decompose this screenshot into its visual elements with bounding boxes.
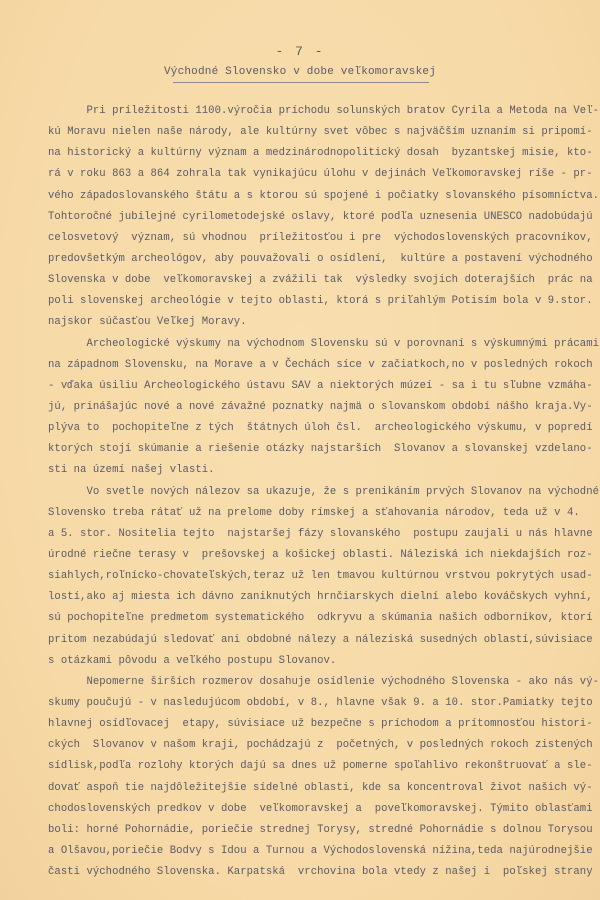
text-line: kú Moravu nielen naše národy, ale kultúrny svet vôbec s najväčším uznaním si pripomí- [48,126,593,139]
text-line: najskor súčasťou Veľkej Moravy. [48,316,247,329]
page-number: - 7 - [275,44,325,59]
text-line: sídlisk,podľa rozlohy ktorých dajú sa dnes už pomerne spoľahlivo rekonštruovať a sle- [48,760,593,773]
text-line: Tohtoročné jubilejné cyrilometodejské oslavy, ktoré podľa uznesenia UNESCO nadobúdajú [48,210,593,223]
text-line: skumy poučujú - v nasledujúcom období, v 8., hlavne však 9. a 10. stor.Pamiatky tejto [48,696,593,709]
text-line: predovšetkým archeológov, aby pouvažovali o osídlení, kultúre a postavení východného [48,252,593,265]
text-line: Vo svetle nových nálezov sa ukazuje, že s prenikáním prvých Slovanov na východné [48,485,600,498]
text-line: boli: horné Pohornádie, poriečie strednej Torysy, stredné Pohornádie s dolnou Torysou [48,823,593,836]
title-underline [173,82,429,83]
text-line: sú pochopiteľne predmetom systematického odkryvu a skúmania našich odborníkov, ktorí [48,612,593,625]
text-line: lostí,ako aj miesta ich dávno zaniknutých hrnčiarskych dielní alebo kováčskych vyhní, [48,591,593,604]
text-line: pritom nezabúdajú sledovať ani obdobné nálezy a náleziská susedných oblastí,súvisiace [48,633,593,646]
text-line: s otázkami pôvodu a veľkého postupu Slovanov. [48,654,337,667]
text-line: Nepomerne širších rozmerov dosahuje osídlenie východného Slovenska - ako nás vý- [48,675,600,688]
text-line: jú, prinášajúc nové a nové závažné poznatky najmä o slovanskom období nášho kraja.Vy- [48,400,593,413]
text-line: poli slovenskej archeológie v tejto oblasti, ktorá s priľahlým Potisím bola v 9.stor. [48,295,593,308]
text-line: na historický a kultúrny význam a medzinárodnopolitický dosah byzantskej misie, kto- [48,147,593,160]
body-text [48,101,600,883]
text-line: celosvetový význam, sú vhodnou príležitosťou i pre východoslovenských pracovníkov, [48,231,593,244]
text-line: rá v roku 863 a 864 zohrala tak vynikajúcu úlohu v dejinách Veľkomoravskej ríše - pr- [48,168,593,181]
text-line: na západnom Slovensku, na Morave a v Čechách síce v začiatkoch,no v posledných rokoch [48,358,593,371]
text-line: siahlych,roľnícko-chovateľských,teraz už len tmavou kultúrnou vrstvou pokrytých usad- [48,570,593,583]
text-line: Archeologické výskumy na východnom Slovensku sú v porovnaní s výskumnými prácami [48,337,600,350]
page-title: Východné Slovensko v dobe veľkomoravskej [163,66,437,78]
text-line: chodoslovenských predkov v dobe veľkomoravskej a poveľkomoravskej. Týmito oblasťami [48,802,593,815]
text-line: plýva to pochopiteľne z tých štátnych úloh čsl. archeologického výskumu, v popredí [48,422,593,435]
text-line: Slovensko treba rátať už na prelome doby rímskej a sťahovania národov, teda už v 4. [48,506,580,519]
text-line: a 5. stor. Nositelia tejto najstaršej fázy slovanského postupu zaujali u nás hlavne [48,527,593,540]
text-line: ckých Slovanov v našom kraji, pochádzajú z početných, v posledných rokoch zistených [48,739,593,752]
text-line: hlavnej osídľovacej etapy, súvisiace už bezpečne s príchodom a prítomnosťou histori- [48,718,593,731]
text-line: Pri príležitosti 1100.výročia príchodu solunských bratov Cyrila a Metoda na Veľ- [48,105,600,117]
text-line: sti na území našej vlasti. [48,464,215,477]
text-line: - vďaka úsiliu Archeologického ústavu SAV a niektorých múzeí - sa i tu sľubne vzmáha- [48,379,593,392]
text-line: dovať aspoň tie najdôležitejšie sídelné oblasti, kde sa koncentroval život našich vý- [48,781,593,794]
text-line: časti východného Slovenska. Karpatská vrchovina bola vtedy z našej i poľskej strany [48,866,593,879]
text-line: ktorých stojí skúmanie a riešenie otázky najstarších Slovanov a slovanskej vzdelano- [48,443,593,456]
text-line: a Olšavou,poriečie Bodvy s Idou a Turnou a Východoslovenská nížina,teda najúrodnejšie [48,844,593,857]
text-line: Slovenska v dobe veľkomoravskej a zvážili tak výsledky svojich doterajších prác na [48,274,593,287]
text-line: úrodné riečne terasy v prešovskej a košickej oblasti. Náleziská ich niekdajších roz- [48,548,593,561]
text-line: vého západoslovanského štátu a s ktorou sú spojené i počiatky slovanského písomníctva. [48,189,600,202]
